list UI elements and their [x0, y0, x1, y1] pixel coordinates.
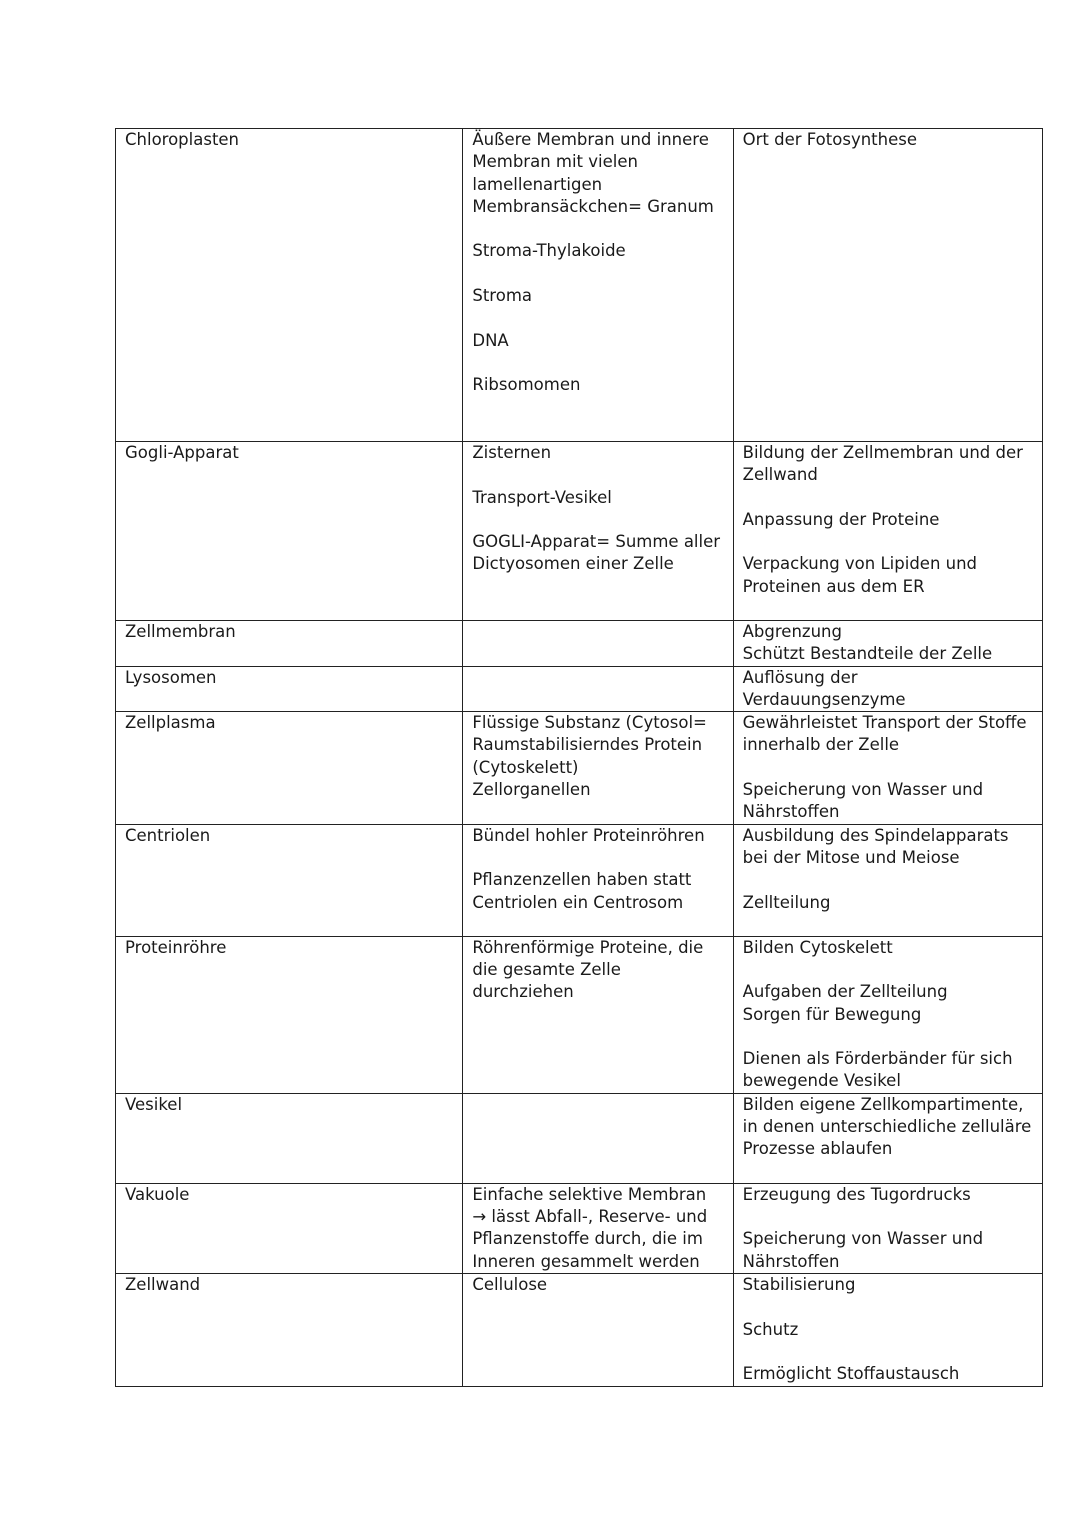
- function-text: Abgrenzung Schützt Bestandteile der Zelle: [742, 622, 993, 664]
- function-cell: [733, 442, 1042, 621]
- table-row: [116, 666, 1043, 712]
- table-row: [116, 1093, 1043, 1183]
- structure-text: Bündel hohler Proteinröhren: [472, 825, 705, 845]
- function-text: Bilden eigene Zellkompartimente, in denen unterschiedliche zelluläre Prozesse ablaufen: [742, 1094, 1032, 1159]
- function-text: Stabilisierung: [742, 1274, 856, 1294]
- organelle-name: Lysosomen: [116, 666, 463, 712]
- table-row: [116, 621, 1043, 667]
- structure-text: GOGLI-Apparat= Summe aller Dictyosomen einer Zelle: [472, 532, 721, 574]
- organelle-name: Gogli-Apparat: [116, 442, 463, 621]
- function-cell: [733, 1093, 1042, 1183]
- function-text: Aufgaben der Zellteilung Sorgen für Bewegung: [742, 982, 948, 1024]
- function-text: Ermöglicht Stoffaustausch: [742, 1364, 960, 1384]
- function-text: Anpassung der Proteine: [742, 509, 940, 529]
- structure-text: Stroma: [472, 286, 533, 306]
- organelle-name: Zellwand: [116, 1273, 463, 1386]
- structure-cell: [463, 666, 733, 712]
- function-text: Speicherung von Wasser und Nährstoffen: [742, 1229, 984, 1271]
- structure-text: Pflanzenzellen haben statt Centriolen ein Centrosom: [472, 870, 692, 912]
- function-cell: [733, 936, 1042, 1093]
- table-row: [116, 1183, 1043, 1273]
- structure-cell: [463, 442, 733, 621]
- table-row: [116, 442, 1043, 621]
- function-text: Schutz: [742, 1319, 799, 1339]
- organelle-name: Zellplasma: [116, 712, 463, 824]
- structure-text: Flüssige Substanz (Cytosol= Raumstabilisierndes Protein (Cytoskelett) Zellorganellen: [472, 713, 707, 800]
- function-text: Bildung der Zellmembran und der Zellwand: [742, 443, 1023, 485]
- table-row: [116, 936, 1043, 1093]
- function-text: Dienen als Förderbänder für sich bewegende Vesikel: [742, 1049, 1013, 1091]
- structure-cell: [463, 936, 733, 1093]
- structure-text: Äußere Membran und innere Membran mit vielen lamellenartigen Membransäckchen= Granum: [472, 130, 714, 216]
- structure-text: Einfache selektive Membran → lässt Abfall-, Reserve- und Pflanzenstoffe durch, die im Inneren gesammelt werden: [472, 1184, 708, 1271]
- organelle-name: Zellmembran: [116, 621, 463, 667]
- structure-cell: [463, 1093, 733, 1183]
- function-text: Auflösung der Verdauungsenzyme: [742, 667, 906, 709]
- organelle-table: [115, 128, 1043, 1387]
- function-text: Gewährleistet Transport der Stoffe innerhalb der Zelle: [742, 713, 1027, 755]
- function-text: Erzeugung des Tugordrucks: [742, 1184, 971, 1204]
- table-row: [116, 824, 1043, 936]
- structure-text: Ribsomomen: [472, 375, 581, 395]
- function-cell: [733, 1273, 1042, 1386]
- table-row: [116, 1273, 1043, 1386]
- function-text: Speicherung von Wasser und Nährstoffen: [742, 780, 984, 822]
- table-row: [116, 129, 1043, 442]
- structure-text: DNA: [472, 330, 509, 350]
- function-text: Ort der Fotosynthese: [742, 130, 917, 149]
- organelle-name: Vakuole: [116, 1183, 463, 1273]
- function-text: Zellteilung: [742, 892, 831, 912]
- organelle-name: Proteinröhre: [116, 936, 463, 1093]
- table-row: [116, 712, 1043, 824]
- structure-cell: [463, 712, 733, 824]
- structure-text: Cellulose: [472, 1274, 548, 1294]
- structure-cell: [463, 1183, 733, 1273]
- organelle-name: Vesikel: [116, 1093, 463, 1183]
- structure-text: Stroma-Thylakoide: [472, 241, 626, 261]
- function-cell: [733, 1183, 1042, 1273]
- organelle-name: Centriolen: [116, 824, 463, 936]
- function-cell: [733, 621, 1042, 667]
- structure-text: Zisternen: [472, 443, 552, 462]
- organelle-name: Chloroplasten: [116, 129, 463, 442]
- structure-cell: [463, 1273, 733, 1386]
- function-text: Bilden Cytoskelett: [742, 937, 893, 957]
- function-cell: [733, 129, 1042, 442]
- structure-cell: [463, 621, 733, 667]
- function-text: Ausbildung des Spindelapparats bei der Mitose und Meiose: [742, 825, 1009, 867]
- structure-text: Röhrenförmige Proteine, die die gesamte Zelle durchziehen: [472, 937, 704, 1002]
- structure-text: Transport-Vesikel: [472, 487, 612, 507]
- structure-cell: [463, 824, 733, 936]
- structure-cell: [463, 129, 733, 442]
- function-cell: [733, 824, 1042, 936]
- function-text: Verpackung von Lipiden und Proteinen aus dem ER: [742, 554, 978, 596]
- function-cell: [733, 666, 1042, 712]
- function-cell: [733, 712, 1042, 824]
